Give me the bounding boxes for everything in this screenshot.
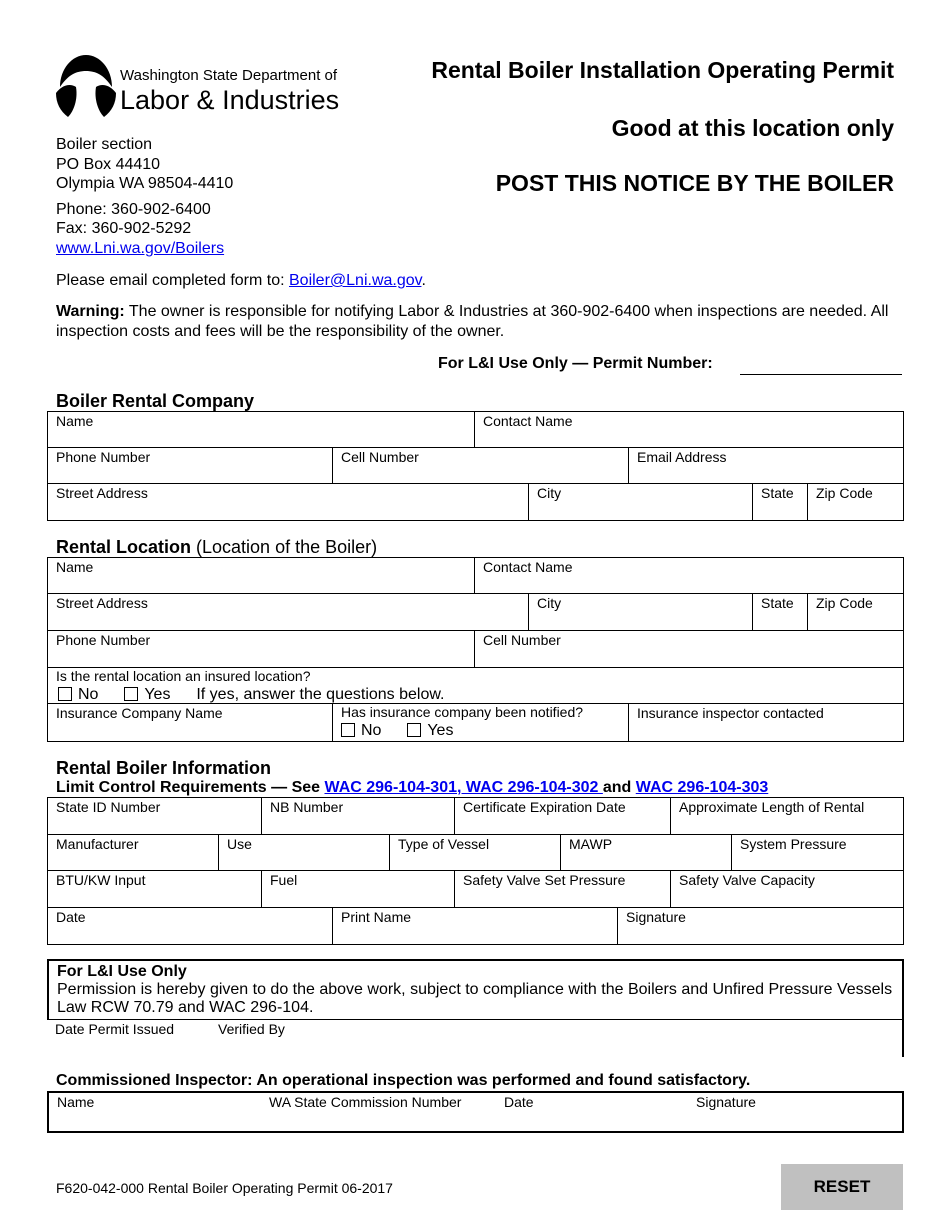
address-section: Boiler section xyxy=(56,136,153,153)
company-city-field[interactable] xyxy=(528,483,753,521)
fuel-label: Fuel xyxy=(270,872,298,888)
location-contact-label: Contact Name xyxy=(483,559,573,575)
vessel-type-label: Type of Vessel xyxy=(398,836,490,852)
company-contact-label: Contact Name xyxy=(483,413,573,429)
logo-line1: Washington State Department of xyxy=(120,67,338,84)
use-field[interactable] xyxy=(218,834,390,871)
system-pressure-label: System Pressure xyxy=(740,836,847,852)
company-contact-field[interactable] xyxy=(474,411,904,448)
commission-number-label: WA State Commission Number xyxy=(269,1094,462,1110)
location-title: Rental Location xyxy=(56,537,192,557)
agency-logo xyxy=(56,55,340,120)
insured-location-row xyxy=(47,667,904,704)
notified-yes-option[interactable] xyxy=(407,722,453,739)
rental-length-field[interactable] xyxy=(670,797,904,835)
company-zip-label: Zip Code xyxy=(816,485,873,501)
limit-and: and xyxy=(602,779,636,796)
manufacturer-label: Manufacturer xyxy=(56,836,139,852)
inspector-date-field[interactable] xyxy=(496,1091,689,1133)
boiler-date-label: Date xyxy=(56,909,86,925)
btu-input-label: BTU/KW Input xyxy=(56,872,146,888)
post-notice: POST THIS NOTICE BY THE BOILER xyxy=(495,170,894,196)
li-use-only-box xyxy=(47,959,904,1057)
li-use-text: Permission is hereby given to do the above work, subject to compliance with the Boilers and Unfired Pressure Vessels Law RCW 70.79 and WAC 296-104. xyxy=(57,981,893,1016)
insured-no-option[interactable] xyxy=(58,686,98,703)
email-instruction xyxy=(56,272,426,290)
verified-by-label: Verified By xyxy=(218,1021,285,1037)
address-phone: Phone: 360-902-6400 xyxy=(56,200,211,218)
company-name-label: Name xyxy=(56,413,94,429)
company-cell-label: Cell Number xyxy=(341,449,419,465)
wac-303-link[interactable]: WAC 296-104-303 xyxy=(635,779,769,796)
insurance-notified-question: Has insurance company been notified? xyxy=(341,704,584,720)
cert-expiration-label: Certificate Expiration Date xyxy=(463,799,626,815)
system-pressure-field[interactable] xyxy=(731,834,904,871)
company-state-label: State xyxy=(761,485,794,501)
location-street-field[interactable] xyxy=(47,593,529,631)
company-state-field[interactable] xyxy=(752,483,808,521)
valve-set-pressure-field[interactable] xyxy=(454,870,671,908)
print-name-field[interactable] xyxy=(332,907,618,945)
form-subtitle: Good at this location only xyxy=(611,115,894,141)
btu-input-field[interactable] xyxy=(47,870,262,908)
insurance-company-label: Insurance Company Name xyxy=(56,705,223,721)
location-city-label: City xyxy=(537,595,562,611)
location-city-field[interactable] xyxy=(528,593,753,631)
inspector-section-title: Commissioned Inspector: An operational inspection was performed and found satisfactory. xyxy=(56,1072,751,1089)
address-city: Olympia WA 98504-4410 xyxy=(56,175,234,192)
notified-no-label: No xyxy=(361,722,382,739)
location-state-label: State xyxy=(761,595,794,611)
nb-number-label: NB Number xyxy=(270,799,344,815)
inspector-name-field[interactable] xyxy=(47,1091,262,1133)
state-id-label: State ID Number xyxy=(56,799,161,815)
boiler-section-title: Rental Boiler Information xyxy=(56,758,272,778)
permit-number-field[interactable] xyxy=(740,374,902,375)
insurance-company-field[interactable] xyxy=(47,703,333,742)
warning-text xyxy=(56,302,896,342)
location-street-label: Street Address xyxy=(56,595,148,611)
mawp-field[interactable] xyxy=(560,834,732,871)
insured-no-checkbox[interactable] xyxy=(58,687,72,701)
location-zip-field[interactable] xyxy=(807,593,904,631)
insurance-notified-field xyxy=(332,703,629,742)
insured-yes-label: Yes xyxy=(144,686,171,703)
company-section-title: Boiler Rental Company xyxy=(56,391,255,411)
location-section-title xyxy=(56,537,377,558)
mawp-label: MAWP xyxy=(569,836,613,852)
insured-yes-option[interactable] xyxy=(124,686,170,703)
lni-logo-icon xyxy=(56,55,116,120)
notified-yes-checkbox[interactable] xyxy=(407,723,421,737)
permit-number-label: For L&I Use Only — Permit Number: xyxy=(438,355,713,372)
date-issued-label: Date Permit Issued xyxy=(55,1021,175,1037)
company-email-label: Email Address xyxy=(637,449,727,465)
nb-number-field[interactable] xyxy=(261,797,455,835)
address-po-box: PO Box 44410 xyxy=(56,155,161,173)
boiler-signature-field[interactable] xyxy=(617,907,904,945)
email-link[interactable]: Boiler@Lni.wa.gov xyxy=(289,272,422,289)
company-city-label: City xyxy=(537,485,562,501)
inspector-name-label: Name xyxy=(57,1094,95,1110)
reset-button[interactable]: RESET xyxy=(781,1164,903,1210)
location-title-note: (Location of the Boiler) xyxy=(191,537,378,557)
company-street-label: Street Address xyxy=(56,485,148,501)
company-street-field[interactable] xyxy=(47,483,529,521)
wac-301-302-link[interactable]: WAC 296-104-301, WAC 296-104-302 xyxy=(324,779,603,796)
print-name-label: Print Name xyxy=(341,909,412,925)
location-state-field[interactable] xyxy=(752,593,808,631)
inspector-date-label: Date xyxy=(504,1094,534,1110)
li-use-title: For L&I Use Only xyxy=(57,963,187,980)
website-link[interactable]: www.Lni.wa.gov/Boilers xyxy=(56,239,225,257)
agency-address xyxy=(56,135,233,258)
email-suffix: . xyxy=(421,272,426,289)
valve-set-pressure-label: Safety Valve Set Pressure xyxy=(463,872,626,888)
insured-note: If yes, answer the questions below. xyxy=(196,686,445,703)
location-cell-label: Cell Number xyxy=(483,632,561,648)
location-phone-label: Phone Number xyxy=(56,632,151,648)
inspector-signature-label: Signature xyxy=(696,1094,756,1110)
form-id: F620-042-000 Rental Boiler Operating Permit 06-2017 xyxy=(56,1180,393,1196)
company-zip-field[interactable] xyxy=(807,483,904,521)
boiler-date-field[interactable] xyxy=(47,907,333,945)
inspector-signature-field[interactable] xyxy=(688,1091,904,1133)
notified-no-checkbox[interactable] xyxy=(341,723,355,737)
boiler-signature-label: Signature xyxy=(626,909,686,925)
form-title: Rental Boiler Installation Operating Permit xyxy=(431,57,894,83)
company-email-field[interactable] xyxy=(628,447,904,484)
commission-number-field[interactable] xyxy=(261,1091,497,1133)
fuel-field[interactable] xyxy=(261,870,455,908)
warning-body: The owner is responsible for notifying Labor & Industries at 360-902-6400 when inspections are needed. All inspection costs and fees will be the responsibility of the owner. xyxy=(56,303,889,340)
notified-yes-label: Yes xyxy=(427,722,454,739)
insured-no-label: No xyxy=(78,686,99,703)
valve-capacity-label: Safety Valve Capacity xyxy=(679,872,815,888)
date-issued-field[interactable] xyxy=(47,1019,211,1057)
location-name-field[interactable] xyxy=(47,557,475,594)
location-phone-field[interactable] xyxy=(47,630,475,668)
company-name-field[interactable] xyxy=(47,411,475,448)
vessel-type-field[interactable] xyxy=(389,834,561,871)
verified-by-field[interactable] xyxy=(210,1019,902,1057)
location-contact-field[interactable] xyxy=(474,557,904,594)
valve-capacity-field[interactable] xyxy=(670,870,904,908)
use-label: Use xyxy=(227,836,252,852)
company-phone-label: Phone Number xyxy=(56,449,151,465)
insurance-inspector-field[interactable] xyxy=(628,703,904,742)
warning-label: Warning: xyxy=(56,303,125,320)
manufacturer-field[interactable] xyxy=(47,834,219,871)
notified-no-option[interactable] xyxy=(341,722,381,739)
location-cell-field[interactable] xyxy=(474,630,904,668)
email-prefix: Please email completed form to: xyxy=(56,272,289,289)
location-name-label: Name xyxy=(56,559,94,575)
logo-line2: Labor & Industries xyxy=(120,85,340,115)
state-id-field[interactable] xyxy=(47,797,262,835)
insurance-inspector-label: Insurance inspector contacted xyxy=(637,705,824,721)
company-phone-field[interactable] xyxy=(47,447,333,484)
cert-expiration-field[interactable] xyxy=(454,797,671,835)
insured-question: Is the rental location an insured location? xyxy=(56,668,311,684)
address-fax: Fax: 360-902-5292 xyxy=(56,220,192,237)
insured-yes-checkbox[interactable] xyxy=(124,687,138,701)
location-zip-label: Zip Code xyxy=(816,595,873,611)
rental-length-label: Approximate Length of Rental xyxy=(679,799,865,815)
limit-control-line xyxy=(56,779,768,797)
limit-prefix: Limit Control Requirements — See xyxy=(56,779,325,796)
company-cell-field[interactable] xyxy=(332,447,629,484)
